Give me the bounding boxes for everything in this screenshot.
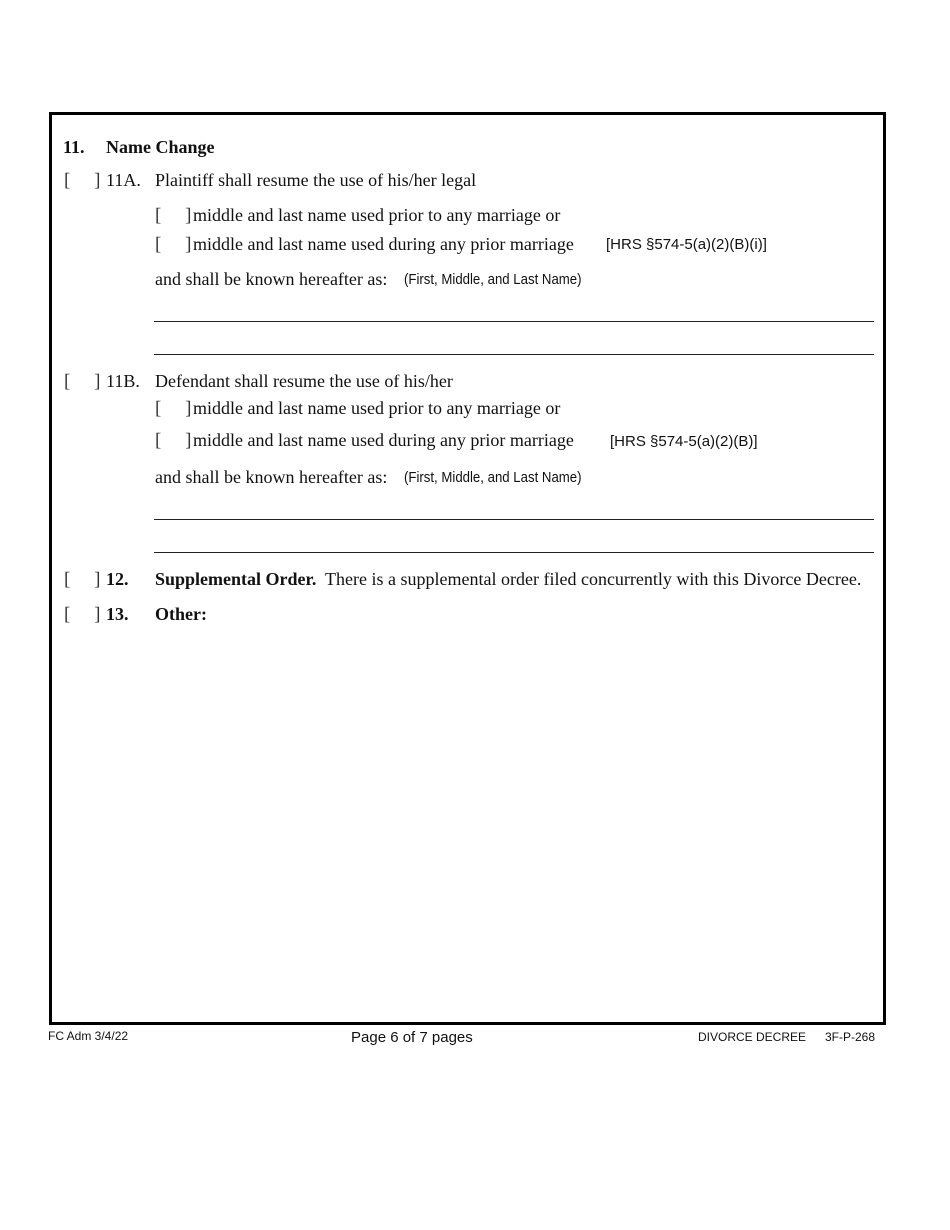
item-11b-text: Defendant shall resume the use of his/her: [155, 371, 453, 391]
item-11a-option1: middle and last name used prior to any marriage or: [193, 205, 561, 225]
section-11-title: Name Change: [106, 137, 215, 157]
checkbox-11a-option1[interactable]: [ ]: [155, 205, 192, 226]
name-line-11b-1[interactable]: [154, 519, 874, 520]
section-12-text: There is a supplemental order filed concurrently with this Divorce Decree.: [325, 569, 862, 589]
section-13-number: 13.: [106, 604, 129, 624]
footer-form-title: DIVORCE DECREE: [698, 1030, 807, 1044]
name-line-11b-2[interactable]: [154, 552, 874, 553]
footer-form-date: FC Adm 3/4/22: [48, 1029, 129, 1043]
name-line-11a-1[interactable]: [154, 321, 874, 322]
item-11a-text: Plaintiff shall resume the use of his/her legal: [155, 170, 477, 190]
checkbox-11b-option2[interactable]: [ ]: [155, 430, 192, 451]
item-11b-known-as-hint: (First, Middle, and Last Name): [404, 469, 582, 486]
section-13-title: Other:: [155, 604, 207, 624]
checkbox-11b[interactable]: [ ]: [64, 371, 101, 392]
checkbox-12[interactable]: [ ]: [64, 569, 101, 590]
footer-form-number: 3F-P-268: [825, 1030, 876, 1044]
item-11b-option2: middle and last name used during any prior marriage: [193, 430, 574, 450]
item-11b-citation: [HRS §574-5(a)(2)(B)]: [610, 433, 758, 450]
item-11a-option2: middle and last name used during any prior marriage: [193, 234, 574, 254]
item-11a-label: 11A.: [106, 170, 141, 190]
item-11b-known-as: and shall be known hereafter as:: [155, 467, 388, 487]
section-12-number: 12.: [106, 569, 129, 589]
footer-page-number: Page 6 of 7 pages: [351, 1029, 473, 1046]
item-11b-option1: middle and last name used prior to any marriage or: [193, 398, 561, 418]
checkbox-11a-option2[interactable]: [ ]: [155, 234, 192, 255]
section-11-number: 11.: [63, 137, 85, 157]
item-11a-known-as-hint: (First, Middle, and Last Name): [404, 271, 582, 288]
section-12-title: Supplemental Order.: [155, 569, 317, 589]
item-11a-known-as: and shall be known hereafter as:: [155, 269, 388, 289]
checkbox-11b-option1[interactable]: [ ]: [155, 398, 192, 419]
checkbox-13[interactable]: [ ]: [64, 604, 101, 625]
section-12-body: [155, 569, 861, 590]
item-11a-citation: [HRS §574-5(a)(2)(B)(i)]: [606, 236, 767, 253]
checkbox-11a[interactable]: [ ]: [64, 170, 101, 191]
name-line-11a-2[interactable]: [154, 354, 874, 355]
item-11b-label: 11B.: [106, 371, 140, 391]
